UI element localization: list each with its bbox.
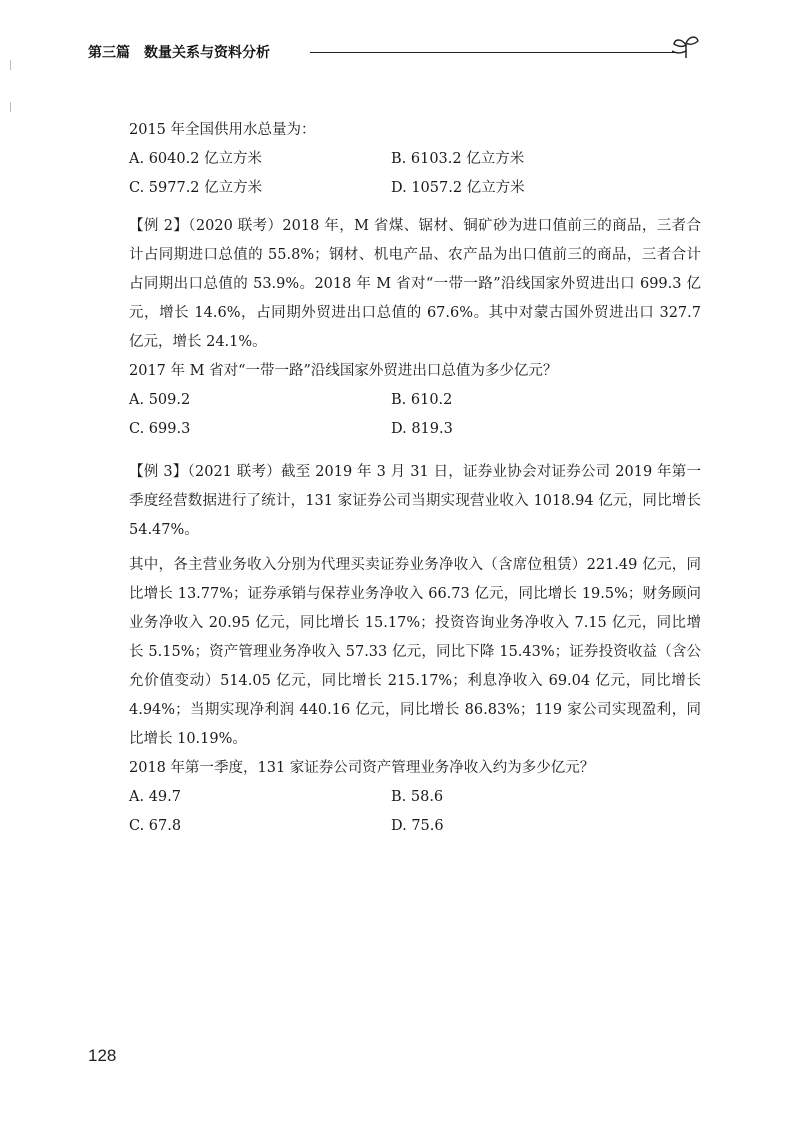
question-stem: 2018 年第一季度，131 家证券公司资产管理业务净收入约为多少亿元？ [129, 760, 595, 776]
header-title [88, 42, 270, 62]
page-number: 128 [88, 1046, 117, 1065]
question-stem: 2015 年全国供用水总量为： [129, 122, 316, 138]
example-2-paragraph: 【例 2】（2020 联考）2018 年，M 省煤、锯材、铜矿砂为进口值前三的商品，三者合计占同期进口总值的 55.8%；钢材、机电产品、农产品为出口值前三的商品，三者合计占同期出口总值的 53.9%。2018 年 M 省对“一带一路”沿线国家外贸进出口 699.3 亿元，增长 14.6%，占同期外贸进出口总值的 67.6%。其中对蒙古国外贸进出口 327.7 亿元，增长 24.1%。 [129, 218, 701, 350]
question-block-1 [129, 116, 701, 203]
margin-mark [10, 102, 11, 112]
options-grid [129, 145, 701, 203]
option-c[interactable]: C. 5977.2 亿立方米 [129, 180, 263, 196]
header-part: 第三篇 [88, 45, 130, 61]
option-a[interactable]: A. 49.7 [129, 789, 181, 805]
header-section: 数量关系与资料分析 [144, 45, 270, 61]
example-2-block [129, 212, 701, 444]
option-d[interactable]: D. 75.6 [391, 818, 444, 834]
options-grid [129, 386, 701, 444]
option-a[interactable]: A. 509.2 [129, 392, 191, 408]
option-b[interactable]: B. 610.2 [391, 392, 453, 408]
option-d[interactable]: D. 1057.2 亿立方米 [391, 180, 525, 196]
option-c[interactable]: C. 699.3 [129, 421, 191, 437]
margin-mark [10, 60, 11, 70]
sprout-icon [672, 34, 700, 60]
options-grid [129, 783, 701, 841]
running-header [88, 36, 700, 66]
option-c[interactable]: C. 67.8 [129, 818, 182, 834]
example-3-paragraph-2: 其中，各主营业务收入分别为代理买卖证券业务净收入（含席位租赁）221.49 亿元，同比增长 13.77%；证券承销与保荐业务净收入 66.73 亿元，同比增长 19.5%；财务顾问业务净收入 20.95 亿元，同比增长 15.17%；投资咨询业务净收入 7.15 亿元，同比增长 5.15%；资产管理业务净收入 57.33 亿元，同比下降 15.43%；证券投资收益（含公允价值变动）514.05 亿元，同比增长 215.17%；利息净收入 69.04 亿元，同比增长 4.94%；当期实现净利润 440.16 亿元，同比增长 86.83%；119 家公司实现盈利，同比增长 10.19%。 [129, 557, 701, 747]
option-b[interactable]: B. 6103.2 亿立方米 [391, 151, 525, 167]
header-rule [310, 52, 678, 53]
option-b[interactable]: B. 58.6 [391, 789, 444, 805]
example-3-block [129, 458, 701, 841]
example-3-paragraph-1: 【例 3】（2021 联考）截至 2019 年 3 月 31 日，证券业协会对证券公司 2019 年第一季度经营数据进行了统计，131 家证券公司当期实现营业收入 1018.94 亿元，同比增长 54.47%。 [129, 464, 701, 538]
question-stem: 2017 年 M 省对“一带一路”沿线国家外贸进出口总值为多少亿元？ [129, 363, 558, 379]
option-d[interactable]: D. 819.3 [391, 421, 453, 437]
option-a[interactable]: A. 6040.2 亿立方米 [129, 151, 263, 167]
